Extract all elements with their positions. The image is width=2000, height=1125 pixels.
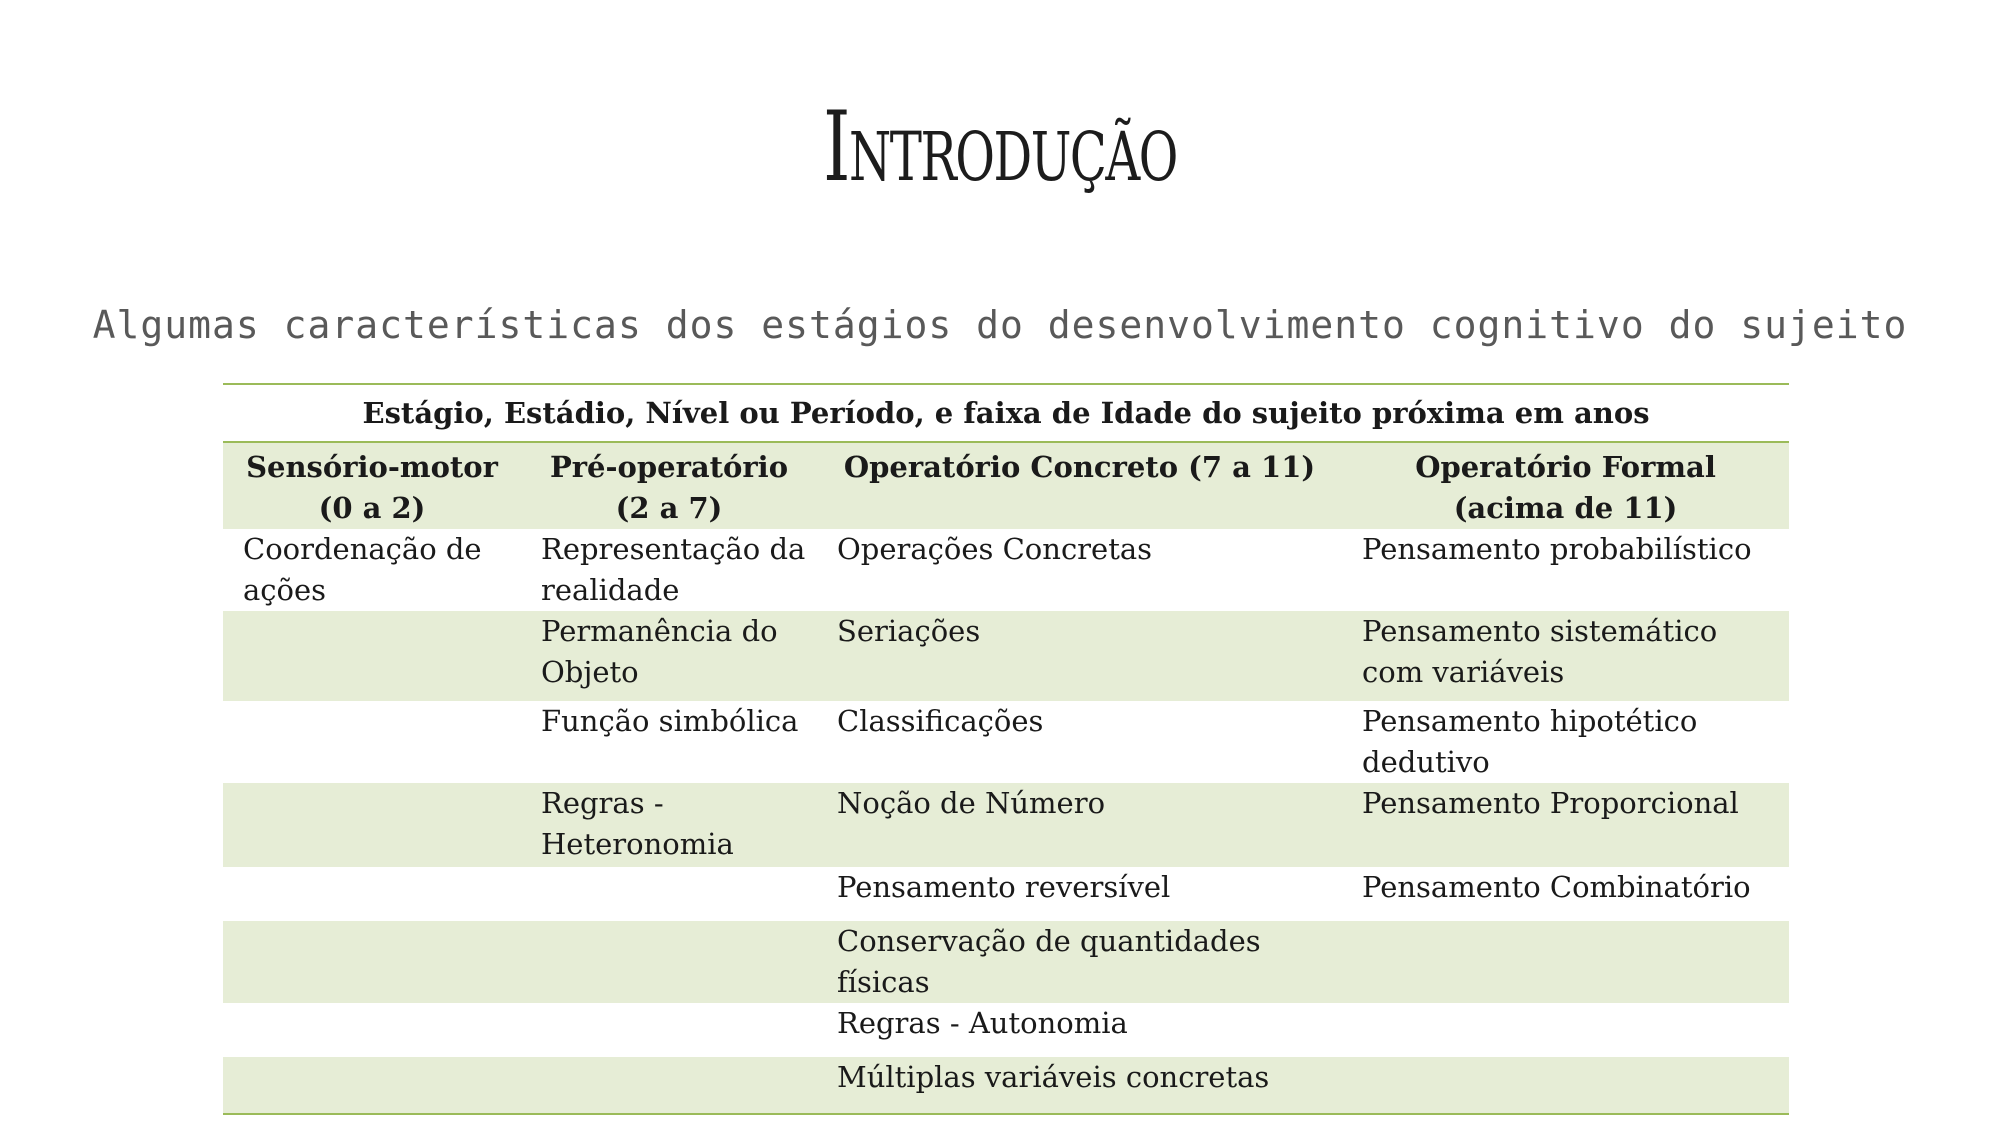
column-header-line2: (acima de 11): [1453, 491, 1678, 525]
table-cell: [223, 921, 521, 1003]
table-cell: Pensamento hipotético dedutivo: [1362, 704, 1698, 779]
column-header: [223, 442, 521, 529]
table-cell: [223, 783, 521, 867]
table-row: [223, 921, 1789, 1003]
table-caption: Estágio, Estádio, Nível ou Período, e faixa de Idade do sujeito próxima em anos: [223, 384, 1789, 442]
column-header: [817, 442, 1342, 529]
table-cell: [1342, 1057, 1789, 1114]
stages-table-container: [223, 383, 1789, 1115]
table-cell: [521, 921, 817, 1003]
table-cell: [1342, 921, 1789, 1003]
table-row: [223, 701, 1789, 783]
table-cell: Classificações: [837, 704, 1044, 738]
table-cell: [521, 1003, 817, 1057]
table-row: [223, 783, 1789, 867]
table-cell: Pensamento Proporcional: [1342, 783, 1789, 867]
column-header-line1: Operatório Formal: [1415, 450, 1716, 484]
table-cell: Pensamento Combinatório: [1362, 870, 1751, 904]
table-row: [223, 611, 1789, 701]
table-cell: Seriações: [817, 611, 1342, 701]
column-header: [1342, 442, 1789, 529]
stages-table: [223, 383, 1789, 1115]
table-cell: Noção de Número: [817, 783, 1342, 867]
table-cell: [223, 611, 521, 701]
column-header: [521, 442, 817, 529]
table-cell: Pensamento probabilístico: [1362, 532, 1752, 566]
table-row: [223, 1057, 1789, 1114]
table-cell: Conservação de quantidades físicas: [817, 921, 1342, 1003]
table-caption-row: [223, 384, 1789, 442]
table-cell: Múltiplas variáveis concretas: [817, 1057, 1342, 1114]
table-cell: Representação da realidade: [541, 532, 806, 607]
table-cell: Regras - Heteronomia: [521, 783, 817, 867]
table-row: [223, 1003, 1789, 1057]
column-header-line1: Operatório Concreto (7 a 11): [843, 450, 1316, 484]
table-cell: Regras - Autonomia: [837, 1006, 1128, 1040]
table-row: [223, 529, 1789, 611]
column-header-line2: (2 a 7): [615, 491, 723, 525]
table-cell: Permanência do Objeto: [521, 611, 817, 701]
table-row: [223, 867, 1789, 921]
slide-title: Introdução: [823, 91, 1177, 203]
table-cell: [1342, 1003, 1789, 1057]
table-cell: Pensamento sistemático com variáveis: [1342, 611, 1789, 701]
table-cell: [223, 1057, 521, 1114]
slide-subtitle: Algumas características dos estágios do desenvolvimento cognitivo do sujeito: [92, 303, 1908, 347]
column-header-line1: Pré-operatório: [549, 450, 789, 484]
table-cell: [521, 867, 817, 921]
table-cell: Pensamento reversível: [837, 870, 1171, 904]
table-cell: Coordenação de ações: [243, 532, 482, 607]
column-header-line1: Sensório-motor: [246, 450, 498, 484]
table-cell: [223, 1003, 521, 1057]
table-cell: [223, 701, 521, 783]
table-cell: [223, 867, 521, 921]
table-cell: Função simbólica: [541, 704, 799, 738]
table-header-row: [223, 442, 1789, 529]
column-header-line2: (0 a 2): [318, 491, 426, 525]
table-cell: Operações Concretas: [837, 532, 1153, 566]
table-cell: [521, 1057, 817, 1114]
